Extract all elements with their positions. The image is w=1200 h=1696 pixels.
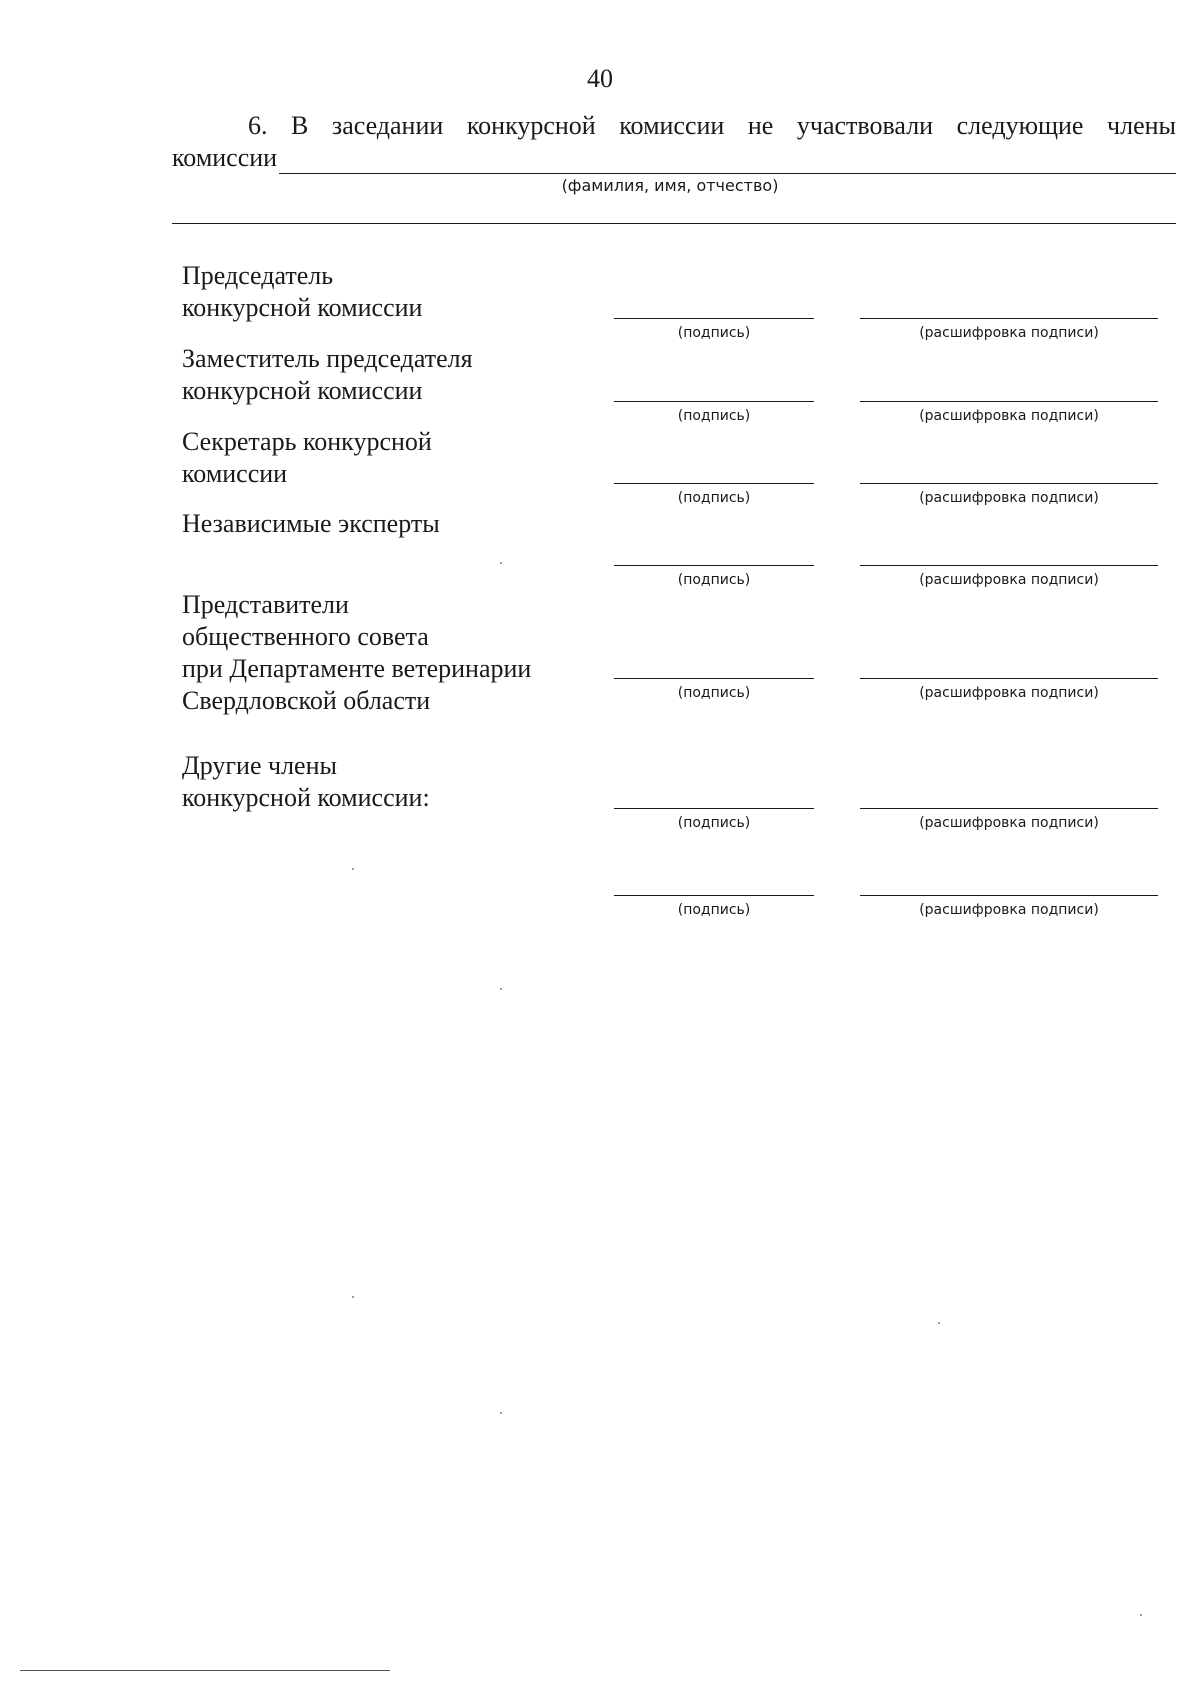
signature-decoding-line[interactable]: [860, 565, 1158, 566]
signature-decoding-line[interactable]: [860, 895, 1158, 896]
role-line: Независимые эксперты: [182, 509, 440, 538]
role-line: Секретарь конкурсной: [182, 427, 432, 456]
role-line: Свердловской области: [182, 686, 431, 715]
scan-speck: [352, 868, 354, 870]
role-line: Представители: [182, 590, 349, 619]
signature-caption: (подпись): [677, 325, 751, 341]
role-line: комиссии: [182, 459, 288, 488]
role-line: конкурсной комиссии:: [182, 783, 430, 812]
role-line: общественного совета: [182, 622, 429, 651]
scan-speck: [500, 562, 502, 564]
role-independent-experts: [182, 508, 602, 540]
role-line: Председатель: [182, 261, 334, 290]
role-line: конкурсной комиссии: [182, 376, 423, 405]
role-public-council-representatives: [182, 589, 602, 717]
signature-decoding-caption: (расшифровка подписи): [919, 685, 1099, 701]
role-chairman: [182, 260, 602, 324]
absent-members-continuation-line[interactable]: [172, 223, 1176, 224]
signature-decoding-line[interactable]: [860, 483, 1158, 484]
absent-members-input-line[interactable]: [279, 149, 1176, 174]
signature-line[interactable]: [614, 483, 814, 484]
bottom-rule: [20, 1670, 390, 1671]
fio-hint: (фамилия, имя, отчество): [561, 176, 779, 195]
scan-speck: [500, 988, 502, 990]
signature-caption: (подпись): [677, 490, 751, 506]
signature-caption: (подпись): [677, 815, 751, 831]
signature-decoding-caption: (расшифровка подписи): [919, 325, 1099, 341]
signature-line[interactable]: [614, 678, 814, 679]
paragraph-line-2: [172, 142, 1176, 174]
signature-line[interactable]: [614, 895, 814, 896]
signature-decoding-caption: (расшифровка подписи): [919, 490, 1099, 506]
role-deputy-chairman: [182, 343, 602, 407]
signature-decoding-line[interactable]: [860, 678, 1158, 679]
role-line: Другие члены: [182, 751, 337, 780]
signature-caption: (подпись): [677, 902, 751, 918]
role-line: конкурсной комиссии: [182, 293, 423, 322]
scan-speck: [352, 1296, 354, 1298]
role-line: Заместитель председателя: [182, 344, 473, 373]
paragraph-line-2-text: комиссии: [172, 143, 278, 172]
signature-decoding-caption: (расшифровка подписи): [919, 815, 1099, 831]
signature-decoding-line[interactable]: [860, 318, 1158, 319]
signature-decoding-line[interactable]: [860, 401, 1158, 402]
signature-caption: (подпись): [677, 572, 751, 588]
signature-line[interactable]: [614, 808, 814, 809]
role-line: при Департаменте ветеринарии: [182, 654, 532, 683]
signature-caption: (подпись): [677, 685, 751, 701]
signature-decoding-caption: (расшифровка подписи): [919, 572, 1099, 588]
scan-speck: [1140, 1614, 1142, 1616]
signature-decoding-caption: (расшифровка подписи): [919, 408, 1099, 424]
signature-caption: (подпись): [677, 408, 751, 424]
role-secretary: [182, 426, 602, 490]
signature-decoding-caption: (расшифровка подписи): [919, 902, 1099, 918]
signature-line[interactable]: [614, 401, 814, 402]
signature-decoding-line[interactable]: [860, 808, 1158, 809]
absent-members-paragraph: [172, 110, 1176, 174]
scan-speck: [938, 1322, 940, 1324]
scan-speck: [500, 1412, 502, 1414]
role-other-members: [182, 750, 602, 814]
page-number: 40: [587, 64, 613, 93]
paragraph-line-1: 6. В заседании конкурсной комиссии не участвовали следующие члены: [248, 111, 1176, 140]
signature-line[interactable]: [614, 565, 814, 566]
signature-line[interactable]: [614, 318, 814, 319]
